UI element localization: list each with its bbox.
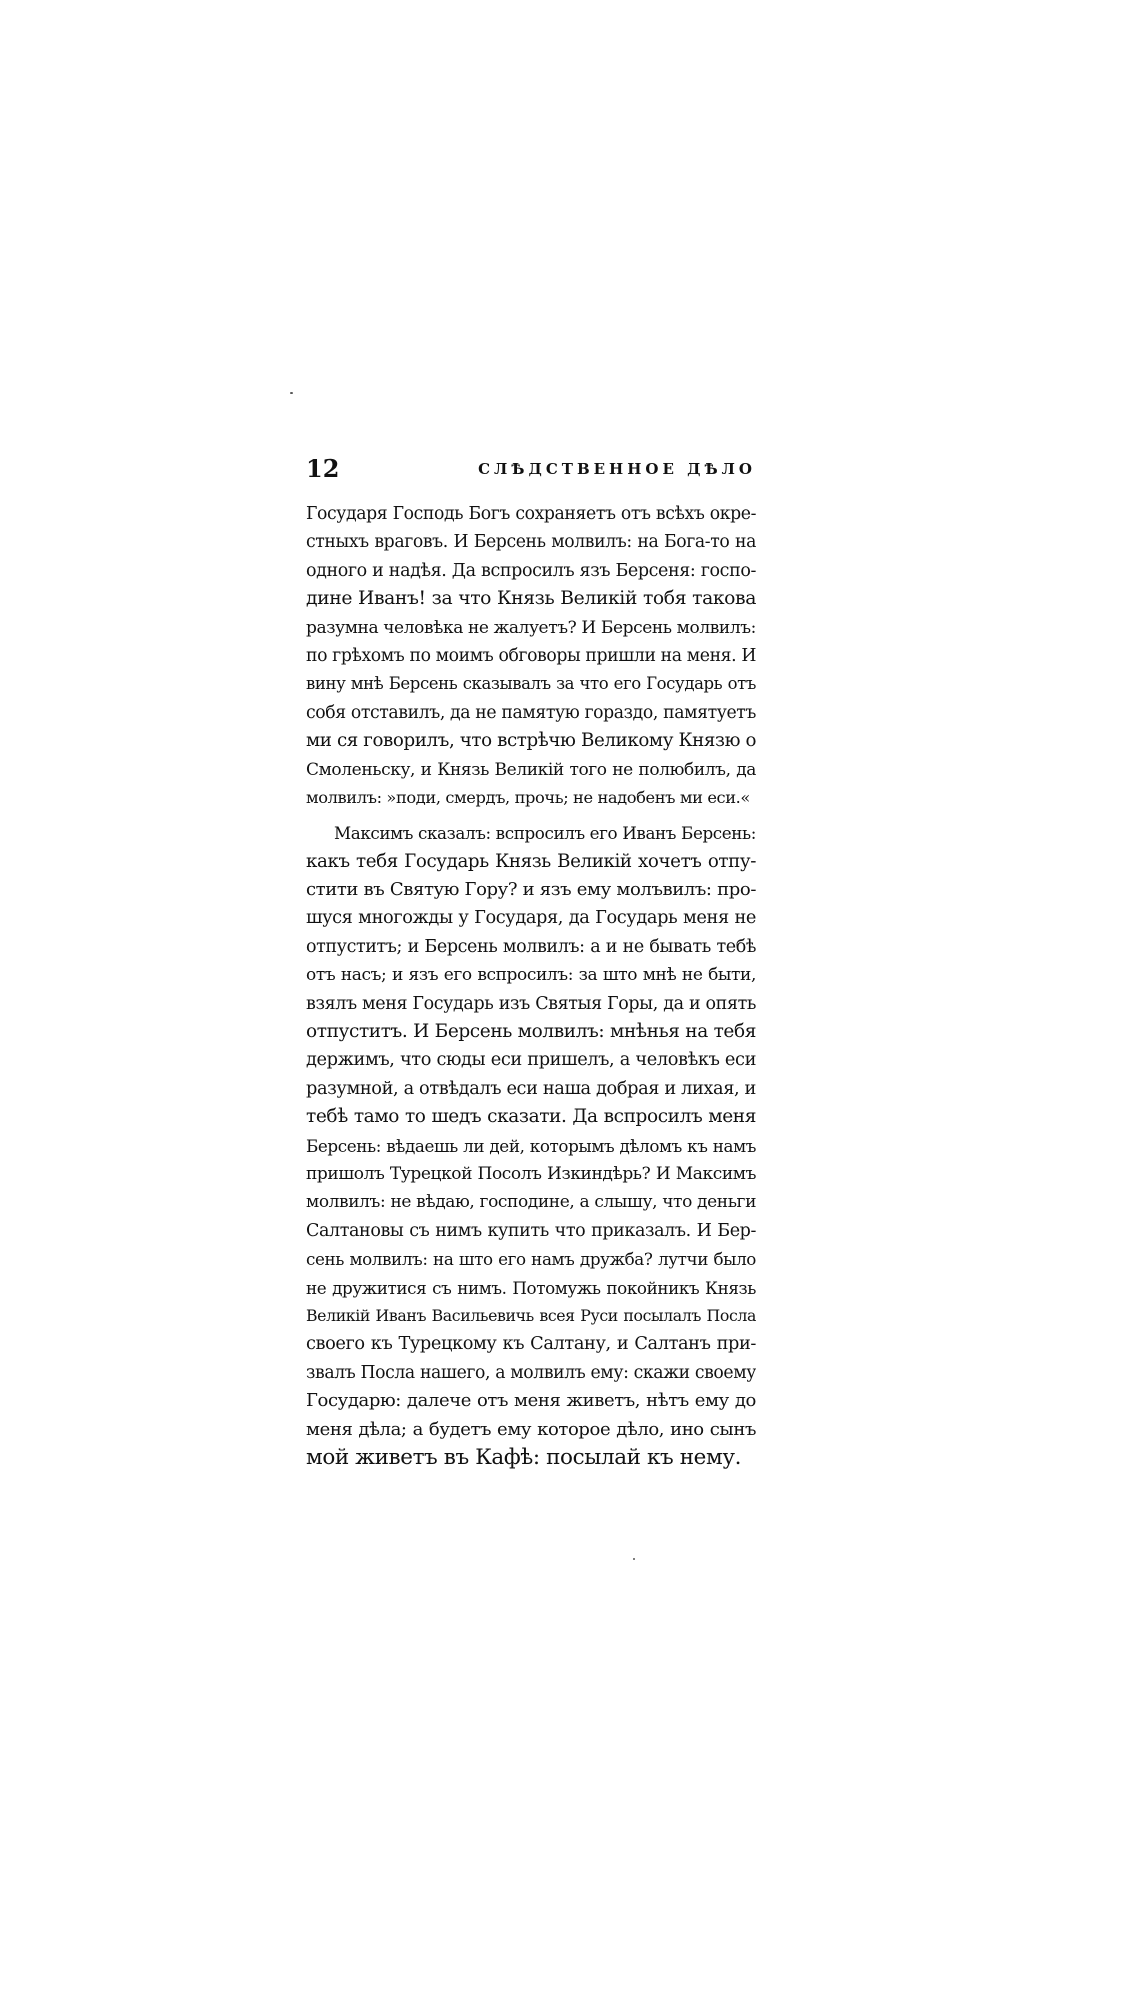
text-line: Берсень: вѣдаешь ли дей, которымъ дѣломъ къ намъ — [306, 1135, 756, 1156]
text-line: взялъ меня Государь изъ Святыя Горы, да и опять — [306, 993, 756, 1014]
text-line: отпуститъ. И Берсень молвилъ: мнѣнья на тебя — [306, 1021, 756, 1043]
text-line: сень молвилъ: на што его намъ дружба? лутчи было — [306, 1249, 756, 1270]
text-line: разумной, а отвѣдалъ еси наша добрая и лихая, и — [306, 1078, 756, 1099]
text-line: Великій Иванъ Васильевичь всея Руси посылалъ Посла — [306, 1305, 756, 1325]
text-line: молвилъ: »поди, смердъ, прочь; не надобенъ ми еси.« — [306, 787, 750, 807]
text-line: вину мнѣ Берсень сказывалъ за что его Государь отъ — [306, 674, 756, 694]
text-line: Государя Господь Богъ сохраняетъ отъ всѣхъ окре- — [306, 504, 756, 524]
text-line: стныхъ враговъ. И Берсень молвилъ: на Бога-то на — [306, 532, 756, 553]
page-number: 12 — [306, 454, 340, 483]
body-text — [306, 500, 756, 1472]
text-line: звалъ Посла нашего, а молвилъ ему: скажи своему — [306, 1362, 756, 1383]
text-line: ми ся говорилъ, что встрѣчю Великому Князю о — [306, 730, 756, 752]
paragraph — [306, 819, 756, 1472]
text-line: шуся многожды у Государя, да Государь меня не — [306, 908, 756, 929]
page-speck — [633, 1558, 635, 1560]
text-line: по грѣхомъ по моимъ обговоры пришли на меня. И — [306, 645, 756, 666]
page-header — [306, 454, 756, 484]
text-line: Максимъ сказалъ: вспросилъ его Иванъ Берсень: — [334, 823, 756, 844]
text-line: пришолъ Турецкой Посолъ Изкиндѣрь? И Максимъ — [306, 1163, 756, 1184]
text-line: Салтановы съ нимъ купить что приказалъ. И Бер- — [306, 1220, 756, 1241]
text-line: тебѣ тамо то шедъ сказати. Да вспросилъ меня — [306, 1106, 756, 1128]
text-line: отпуститъ; и Берсень молвилъ: а и не бывать тебѣ — [306, 936, 756, 957]
text-line: не дружитися съ нимъ. Потомужь покойникъ Князь — [306, 1277, 756, 1298]
text-line: отъ насъ; и язъ его вспросилъ: за што мнѣ не быти, — [306, 965, 756, 986]
text-line: меня дѣла; а будетъ ему которое дѣло, ино сынъ — [306, 1418, 756, 1440]
text-line: одного и надѣя. Да вспросилъ язъ Берсеня: госпо- — [306, 560, 756, 581]
paragraph — [306, 500, 756, 812]
text-line: какъ тебя Государь Князь Великій хочетъ отпу- — [306, 850, 756, 872]
text-line: собя отставилъ, да не памятую гораздо, памятуетъ — [306, 702, 756, 723]
text-line: разумна человѣка не жалуетъ? И Берсень молвилъ: — [306, 617, 756, 638]
text-line: держимъ, что сюды еси пришелъ, а человѣкъ еси — [306, 1050, 756, 1071]
text-line: Государю: далече отъ меня живетъ, нѣтъ ему до — [306, 1390, 756, 1412]
text-line: молвилъ: не вѣдаю, господине, а слышу, что деньги — [306, 1192, 756, 1213]
text-line: Смоленьску, и Князь Великій того не полюбилъ, да — [306, 759, 756, 780]
running-title: СЛѢДСТВЕННОЕ ДѢЛО — [478, 460, 756, 478]
text-line: мой живетъ въ Кафѣ: посылай къ нему. — [306, 1444, 742, 1470]
text-line: своего къ Турецкому къ Салтану, и Салтанъ при- — [306, 1334, 756, 1355]
text-line: стити въ Святую Гору? и язъ ему молъвилъ: про- — [306, 879, 756, 901]
page-speck — [290, 392, 293, 394]
text-line: дине Иванъ! за что Князь Великій тобя такова — [306, 588, 756, 610]
